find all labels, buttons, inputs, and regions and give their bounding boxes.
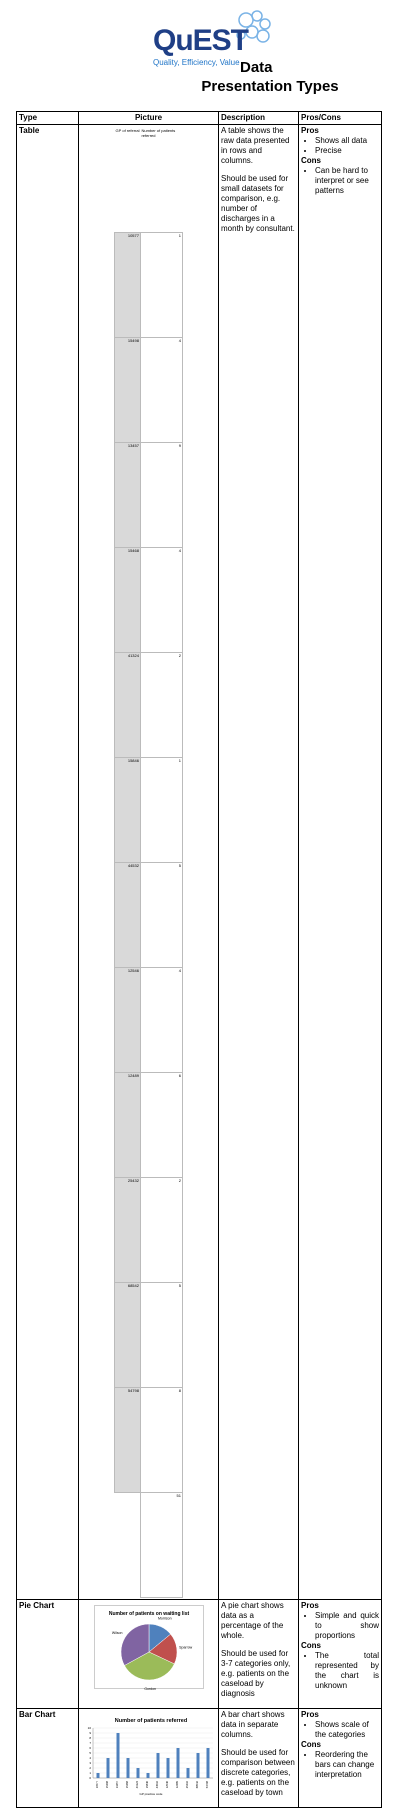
y-tick-label: 8 — [89, 1736, 91, 1740]
header-type: Type — [17, 112, 79, 125]
y-tick-label: 4 — [89, 1756, 91, 1760]
pros-label: Pros — [301, 126, 319, 135]
mini-cell-gp: 15498 — [115, 338, 141, 443]
type-cell: Table — [17, 125, 79, 1600]
bar — [157, 1753, 160, 1778]
bar-chart — [81, 1714, 217, 1798]
table-row — [17, 125, 382, 1600]
mini-table-row — [115, 863, 183, 968]
mini-table-row — [115, 1073, 183, 1178]
mini-cell-gp: 15468 — [115, 548, 141, 653]
mini-table-row — [115, 1283, 183, 1388]
pro-item: • Shows scale of the categories — [315, 1720, 379, 1740]
bar — [147, 1773, 150, 1778]
pie-slice-label: Sparrow — [178, 1645, 192, 1650]
mini-cell-count: 1 — [140, 758, 182, 863]
pros-cons-cell — [299, 1709, 382, 1808]
description-para: A table shows the raw data presented in rows and columns. — [221, 126, 290, 165]
x-tick-label: 44532 — [156, 1781, 159, 1789]
description-cell — [219, 125, 299, 1600]
y-tick-label: 5 — [89, 1751, 91, 1755]
y-tick-label: 10 — [87, 1726, 91, 1730]
bar — [117, 1733, 120, 1778]
x-tick-label: 15498 — [106, 1781, 109, 1789]
bar — [207, 1748, 210, 1778]
mini-header-count: Number of patients referred — [141, 128, 176, 138]
description-para: Should be used for small datasets for comparison, e.g. number of discharges in a month by consultant. — [221, 174, 295, 233]
bar — [137, 1768, 140, 1778]
cons-label: Cons — [301, 1740, 321, 1749]
cons-label: Cons — [301, 156, 321, 165]
description-para: Should be used for comparison between discrete categories, e.g. patients on the caseload by town — [221, 1748, 295, 1797]
x-axis-label: GP practice code — [139, 1792, 163, 1796]
header-picture: Picture — [79, 112, 219, 125]
mini-cell-count: 6 — [140, 1073, 182, 1178]
pros-cons-cell — [299, 1600, 382, 1709]
bar — [197, 1753, 200, 1778]
pie-slice-label: Wilson — [111, 1631, 122, 1636]
mini-table-row — [115, 653, 183, 758]
chart-title: Number of patients referred — [114, 1718, 188, 1724]
page-title — [170, 58, 370, 96]
con-item: • Can be hard to interpret or see patterns — [315, 166, 379, 196]
bar — [187, 1768, 190, 1778]
picture-cell — [79, 125, 219, 1600]
y-tick-label: 9 — [89, 1731, 91, 1735]
mini-cell-gp: 12489 — [115, 1073, 141, 1178]
mini-cell-count: 1 — [140, 233, 182, 338]
mini-table-row — [115, 548, 183, 653]
bar — [107, 1758, 110, 1778]
mini-cell-gp: 15846 — [115, 758, 141, 863]
mini-cell-gp: 12546 — [115, 968, 141, 1073]
pro-item: • Simple and quick to show proportions — [315, 1611, 379, 1641]
cons-label: Cons — [301, 1641, 321, 1650]
x-tick-label: 25432 — [186, 1781, 189, 1789]
description-para: A bar chart shows data in separate columns. — [221, 1710, 285, 1739]
y-tick-label: 2 — [89, 1766, 91, 1770]
y-tick-label: 6 — [89, 1746, 91, 1750]
mini-table-row — [115, 968, 183, 1073]
mini-cell-count: 5 — [140, 1283, 182, 1388]
x-tick-label: 15468 — [126, 1781, 129, 1789]
pros-label: Pros — [301, 1601, 319, 1610]
picture-cell — [79, 1709, 219, 1808]
con-item: • The total represented by the chart is unknown — [315, 1651, 379, 1691]
y-tick-label: 0 — [89, 1776, 91, 1780]
pie-chart — [94, 1605, 204, 1689]
pros-label: Pros — [301, 1710, 319, 1719]
bar — [177, 1748, 180, 1778]
header-pros-cons: Pros/Cons — [299, 112, 382, 125]
header-row — [17, 112, 382, 125]
mini-cell-count: 4 — [140, 548, 182, 653]
logo-tagline: Quality, Efficiency, Value — [153, 58, 240, 67]
presentation-types-table — [16, 111, 382, 1808]
mini-cell-count: 8 — [140, 1388, 182, 1493]
mini-table-row — [115, 443, 183, 548]
mini-cell-count: 2 — [140, 1178, 182, 1283]
mini-cell-gp: 13457 — [115, 443, 141, 548]
example-data-table — [114, 128, 183, 1598]
pros-cons-cell — [299, 125, 382, 1600]
description-cell — [219, 1600, 299, 1709]
table-row — [17, 1709, 382, 1808]
mini-cell-count: 4 — [140, 968, 182, 1073]
bar — [167, 1758, 170, 1778]
mini-table-row — [115, 1178, 183, 1283]
x-tick-label: 68542 — [196, 1781, 199, 1789]
title-line-1: Data — [240, 59, 273, 76]
mini-cell-count: 9 — [140, 443, 182, 548]
y-tick-label: 1 — [89, 1771, 91, 1775]
x-tick-label: 13457 — [116, 1781, 119, 1789]
description-para: A pie chart shows data as a percentage of the whole. — [221, 1601, 284, 1640]
mini-total: 51 — [140, 1493, 182, 1598]
mini-cell-count: 2 — [140, 653, 182, 758]
x-tick-label: 12489 — [176, 1781, 179, 1789]
type-cell: Pie Chart — [17, 1600, 79, 1709]
mini-cell-gp: 41324 — [115, 653, 141, 758]
y-tick-label: 3 — [89, 1761, 91, 1765]
x-tick-label: 41324 — [136, 1781, 139, 1789]
x-tick-label: 10577 — [96, 1781, 99, 1789]
header-description: Description — [219, 112, 299, 125]
x-tick-label: 54798 — [206, 1781, 209, 1789]
pie-slice-label: Gordon — [143, 1686, 156, 1691]
mini-cell-gp: 44532 — [115, 863, 141, 968]
mini-table-row — [115, 1388, 183, 1493]
pro-item: • Shows all data — [315, 136, 379, 146]
mini-header-gp: GP of referral — [115, 128, 140, 133]
pro-item: • Precise — [315, 146, 379, 156]
description-para: Should be used for 3-7 categories only, e.g. patients on the caseload by diagnosis — [221, 1649, 291, 1698]
table-row — [17, 1600, 382, 1709]
bar — [97, 1773, 100, 1778]
title-line-2: Presentation Types — [201, 78, 339, 95]
mini-table-row — [115, 758, 183, 863]
mini-table-row — [115, 338, 183, 443]
con-item: • Reordering the bars can change interpretation — [315, 1750, 379, 1780]
mini-cell-gp: 68542 — [115, 1283, 141, 1388]
mini-cell-gp: 25432 — [115, 1178, 141, 1283]
x-tick-label: 15846 — [146, 1781, 149, 1789]
mini-cell-gp: 10577 — [115, 233, 141, 338]
picture-cell — [79, 1600, 219, 1709]
logo-wordmark: QuEST — [153, 24, 249, 57]
description-cell — [219, 1709, 299, 1808]
bar — [127, 1758, 130, 1778]
pie-slice-label: Morrison — [157, 1616, 172, 1621]
mini-cell-count: 5 — [140, 863, 182, 968]
mini-cell-gp: 54798 — [115, 1388, 141, 1493]
y-tick-label: 7 — [89, 1741, 91, 1745]
x-tick-label: 12546 — [166, 1781, 169, 1789]
chart-title: Number of patients on waiting list — [108, 1611, 189, 1617]
mini-cell-count: 4 — [140, 338, 182, 443]
mini-table-row — [115, 233, 183, 338]
type-cell: Bar Chart — [17, 1709, 79, 1808]
